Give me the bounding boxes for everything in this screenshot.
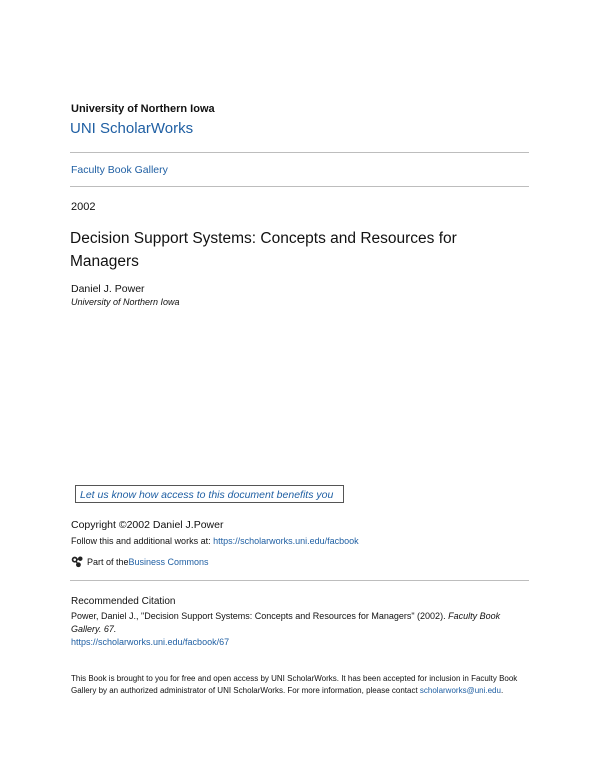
publication-year: 2002 [71,201,96,213]
footer-end: . [500,686,504,695]
follow-line [71,536,359,546]
business-commons-link[interactable]: Business Commons [128,556,209,567]
citation-number: . 67. [98,624,117,634]
copyright-notice: Copyright ©2002 Daniel J.Power [71,519,224,531]
divider [70,186,529,187]
part-of-line [71,555,209,568]
contact-email-link[interactable]: scholarworks@uni.edu [419,686,501,695]
divider [70,152,529,153]
document-title: Decision Support Systems: Concepts and Resources for Managers [70,230,457,270]
citation-block [71,610,511,649]
citation-text: Power, Daniel J., "Decision Support Systems: Concepts and Resources for Managers" (2002). [71,611,449,621]
author-name: Daniel J. Power [71,283,145,295]
commons-network-icon [71,555,84,568]
divider [70,580,529,581]
author-affiliation: University of Northern Iowa [71,297,180,307]
access-footer [71,673,521,697]
part-of-prefix: Part of the [87,556,129,567]
citation-url-link[interactable]: https://scholarworks.uni.edu/facbook/67 [71,637,230,647]
repository-link[interactable]: UNI ScholarWorks [70,120,194,137]
collection-url-link[interactable]: https://scholarworks.uni.edu/facbook [213,536,359,546]
citation-heading: Recommended Citation [71,596,176,607]
citation-source: Faculty Book Gallery [71,611,501,634]
institution-name: University of Northern Iowa [71,103,215,115]
footer-text: This Book is brought to you for free and open access by UNI ScholarWorks. It has been accepted for inclusion in Faculty Book Gallery by an authorized administrator of UNI ScholarWorks. For more information, please contact [71,674,518,695]
follow-prefix: Follow this and additional works at: [71,536,214,546]
benefit-feedback-link[interactable]: Let us know how access to this document benefits you [75,485,344,503]
collection-link[interactable]: Faculty Book Gallery [71,164,168,176]
